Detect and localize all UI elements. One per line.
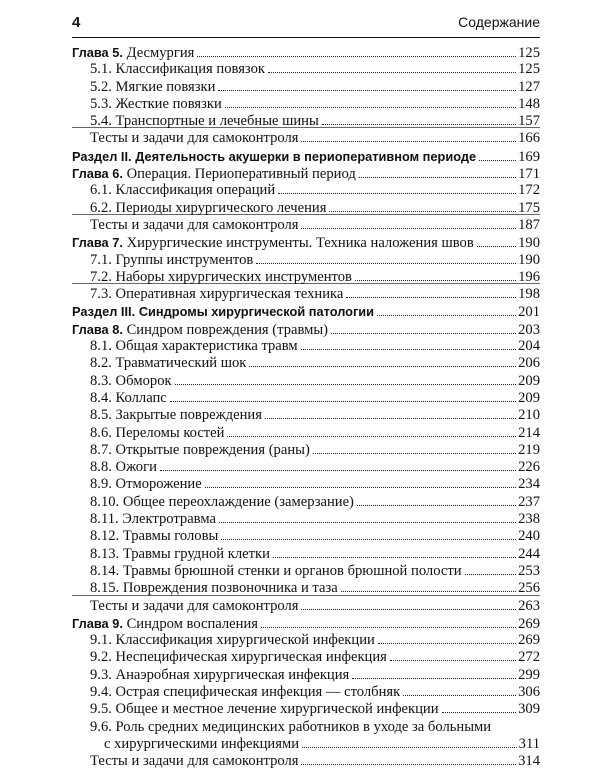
- toc-entry-text: 9.1. Классификация хирургической инфекции: [90, 632, 375, 649]
- toc-section-entry[interactable]: [72, 719, 540, 736]
- toc-entry-title: [90, 200, 326, 217]
- leader-dots: [301, 228, 516, 229]
- toc-entry-title: [90, 113, 319, 130]
- toc-chapter-entry[interactable]: [72, 165, 540, 182]
- toc-entry-text: 8.13. Травмы грудной клетки: [90, 545, 270, 562]
- toc-entry-title: [90, 252, 253, 269]
- toc-entry-title: [90, 580, 338, 597]
- page-header: [72, 14, 540, 36]
- leader-dots: [477, 246, 516, 247]
- toc-entry-title: [90, 130, 298, 147]
- leader-dots: [218, 90, 516, 91]
- toc-page-number: 172: [518, 182, 540, 199]
- leader-dots: [278, 193, 516, 194]
- leader-dots: [175, 384, 517, 385]
- toc-page-number: 237: [518, 493, 540, 510]
- toc-entry-title: [90, 355, 246, 372]
- toc-section-entry[interactable]: [72, 390, 540, 407]
- toc-page-number: 196: [518, 268, 540, 285]
- toc-entry-title: [90, 338, 298, 355]
- toc-entry-text: 8.10. Общее переохлаждение (замерзание): [90, 493, 354, 510]
- toc-entry-title: [72, 148, 476, 166]
- toc-page-number: 201: [518, 304, 540, 321]
- toc-page-number: 127: [518, 78, 540, 95]
- leader-dots: [359, 177, 516, 178]
- leader-dots: [301, 764, 516, 765]
- toc-entry-title: [72, 321, 328, 339]
- page-number: 4: [72, 14, 81, 31]
- leader-dots: [329, 211, 516, 212]
- toc-entry-title: [90, 425, 224, 442]
- toc-section-entry[interactable]: [72, 753, 540, 770]
- toc-entry-text: 8.9. Отморожение: [90, 476, 202, 493]
- leader-dots: [442, 712, 517, 713]
- toc-entry-title: [90, 684, 400, 701]
- leader-dots: [197, 56, 516, 57]
- leader-dots: [479, 160, 516, 161]
- toc-entry-text: 5.2. Мягкие повязки: [90, 78, 216, 95]
- toc-section-entry[interactable]: [72, 130, 540, 147]
- toc-chapter-label: Глава 6.: [72, 166, 123, 182]
- leader-dots: [465, 574, 517, 575]
- toc-section-entry[interactable]: [72, 649, 540, 666]
- toc-entry-text: 7.2. Наборы хирургических инструментов: [90, 268, 352, 285]
- toc-page-number: 269: [518, 615, 540, 632]
- toc-entry-title: [90, 286, 343, 303]
- toc-chapter-entry[interactable]: [72, 148, 540, 165]
- toc-entry-title: [90, 61, 265, 78]
- toc-entry-title: [90, 511, 216, 528]
- toc-entry-text: 8.11. Электротравма: [90, 511, 216, 528]
- toc-page-number: 209: [518, 389, 540, 406]
- leader-dots: [225, 107, 516, 108]
- toc-entry-text: 8.15. Повреждения позвоночника и таза: [90, 580, 338, 597]
- leader-dots: [313, 453, 516, 454]
- toc-entry-title: [72, 44, 194, 62]
- toc-entry-text: 8.8. Ожоги: [90, 459, 157, 476]
- toc-page-number: 169: [518, 148, 540, 165]
- leader-dots: [273, 557, 516, 558]
- toc-entry-text: 5.1. Классификация повязок: [90, 61, 265, 78]
- leader-dots: [341, 591, 516, 592]
- toc-entry-text: с хирургическими инфекциями: [104, 735, 299, 752]
- leader-dots: [352, 678, 516, 679]
- toc-section-entry[interactable]: [72, 338, 540, 355]
- toc-entry-title: [72, 615, 258, 633]
- toc-entry-title: [90, 407, 262, 424]
- toc-entry-text: 8.14. Травмы брюшной стенки и органов брюшной полости: [90, 562, 462, 579]
- toc-entry-text: 7.1. Группы инструментов: [90, 251, 254, 268]
- leader-dots: [301, 141, 516, 142]
- toc-section-entry[interactable]: [72, 252, 540, 269]
- toc-entry-text: 9.6. Роль средних медицинских работников в уходе за больными: [90, 718, 492, 735]
- toc-chapter-label: Глава 8.: [72, 321, 123, 337]
- leader-dots: [357, 505, 516, 506]
- toc-chapter-entry[interactable]: [72, 44, 540, 61]
- toc-page-number: 198: [518, 286, 540, 303]
- toc-page-number: 125: [518, 61, 540, 78]
- leader-dots: [301, 609, 516, 610]
- toc-page-number: 210: [518, 407, 540, 424]
- toc-entry-title: [90, 719, 491, 736]
- toc-page-number: 269: [518, 632, 540, 649]
- toc-entry-text: Тесты и задачи для самоконтроля: [90, 597, 299, 614]
- toc-entry-title: [90, 598, 298, 615]
- toc-entry-text: 8.5. Закрытые повреждения: [90, 407, 262, 424]
- toc-section-entry[interactable]: [72, 546, 540, 563]
- toc-section-entry[interactable]: [72, 598, 540, 615]
- toc-page-number: 166: [518, 130, 540, 147]
- toc-chapter-label: Глава 5.: [72, 45, 123, 60]
- toc-chapter-label: Раздел II.: [72, 148, 132, 164]
- toc-entry-title: [90, 546, 270, 563]
- toc-entry-text: 9.4. Острая специфическая инфекция — столбняк: [90, 683, 401, 700]
- toc-section-entry[interactable]: [72, 425, 540, 442]
- leader-dots: [205, 487, 516, 488]
- toc-section-entry[interactable]: [72, 286, 540, 303]
- leader-dots: [322, 124, 516, 125]
- toc-entry-title: [90, 494, 354, 511]
- toc-entry-text: Тесты и задачи для самоконтроля: [90, 216, 299, 233]
- toc-chapter-label: Глава 9.: [72, 615, 123, 631]
- toc-page-number: 226: [518, 459, 540, 476]
- leader-dots: [331, 333, 516, 334]
- toc-page-number: 209: [518, 372, 540, 389]
- toc-page-number: 240: [518, 528, 540, 545]
- toc-entry-title: [72, 165, 356, 183]
- toc-section-entry[interactable]: [72, 701, 540, 718]
- toc-page-number: 253: [518, 562, 540, 579]
- toc-entry-text: 5.3. Жесткие повязки: [90, 95, 222, 112]
- toc-entry-title: [90, 217, 298, 234]
- toc-entry-title: [90, 269, 352, 286]
- toc-entry-text: 8.12. Травмы головы: [90, 528, 219, 545]
- leader-dots: [377, 315, 516, 316]
- leader-dots: [390, 660, 516, 661]
- toc-page-number: 190: [518, 235, 540, 252]
- toc-section-entry[interactable]: [72, 79, 540, 96]
- toc-section-entry[interactable]: [72, 459, 540, 476]
- toc-entry-title: [90, 459, 157, 476]
- toc-section-entry[interactable]: [72, 373, 540, 390]
- toc-entry-title: [90, 182, 275, 199]
- toc-entry-title: [104, 736, 299, 753]
- toc-section-entry[interactable]: [72, 476, 540, 493]
- leader-dots: [355, 280, 516, 281]
- toc-entry-text: 6.1. Классификация операций: [90, 182, 276, 199]
- toc-page-number: 203: [518, 321, 540, 338]
- toc-page-number: 299: [518, 666, 540, 683]
- toc-page-number: 175: [518, 199, 540, 216]
- toc-entry-text: 5.4. Транспортные и лечебные шины: [90, 113, 319, 130]
- toc-entry-text: Десмургия: [126, 45, 195, 61]
- toc-entry-text: Операция. Периоперативный период: [126, 166, 356, 183]
- leader-dots: [378, 643, 516, 644]
- toc-entry-title: [90, 528, 218, 545]
- toc-entry-title: [90, 667, 349, 684]
- toc-entry-text: 8.2. Травматический шок: [90, 355, 247, 372]
- leader-dots: [219, 522, 516, 523]
- toc-page-number: 314: [518, 753, 540, 770]
- toc-entry-text: Синдромы хирургической патологии: [138, 304, 375, 320]
- toc-chapter-entry[interactable]: [72, 303, 540, 320]
- leader-dots: [249, 366, 516, 367]
- toc-page-number: 256: [518, 580, 540, 597]
- leader-dots: [227, 436, 516, 437]
- leader-dots: [256, 263, 516, 264]
- toc-entry-text: Тесты и задачи для самоконтроля: [90, 130, 299, 147]
- toc-entry-title: [90, 632, 375, 649]
- toc-section-entry[interactable]: [72, 182, 540, 199]
- toc-page-number: 309: [518, 701, 540, 718]
- leader-dots: [302, 747, 517, 748]
- toc-entry-title: [90, 649, 387, 666]
- toc-section-entry[interactable]: [72, 61, 540, 78]
- toc-chapter-label: Раздел III.: [72, 304, 136, 320]
- toc-entry-text: 7.3. Оперативная хирургическая техника: [90, 286, 344, 303]
- toc-entry-text: Тесты и задачи для самоконтроля: [90, 753, 299, 770]
- toc-entry-text: Синдром повреждения (травмы): [126, 321, 329, 338]
- toc-page-number: 263: [518, 597, 540, 614]
- header-rule: [72, 37, 540, 38]
- toc-page-number: 171: [518, 166, 540, 183]
- toc-page-number: 190: [518, 251, 540, 268]
- toc-section-entry[interactable]: [72, 407, 540, 424]
- toc-entry-text: 9.2. Неспецифическая хирургическая инфекция: [90, 649, 387, 666]
- toc-chapter-entry[interactable]: [72, 321, 540, 338]
- toc-section-entry[interactable]: [72, 494, 540, 511]
- leader-dots: [261, 627, 516, 628]
- toc-section-entry[interactable]: [72, 667, 540, 684]
- toc-entry-text: 8.1. Общая характеристика травм: [90, 338, 298, 355]
- toc-entry-text: 6.2. Периоды хирургического лечения: [90, 199, 327, 216]
- toc-entry-title: [90, 96, 222, 113]
- toc-entry-text: Хирургические инструменты. Техника наложения швов: [126, 235, 474, 252]
- toc-entry-title: [72, 234, 474, 252]
- toc-page-number: 125: [518, 45, 540, 61]
- toc-page-number: 234: [518, 476, 540, 493]
- toc-entry-title: [90, 753, 298, 770]
- toc-chapter-entry[interactable]: [72, 615, 540, 632]
- toc-section-entry[interactable]: [72, 528, 540, 545]
- toc-entry-title: [90, 79, 215, 96]
- toc-chapter-label: Глава 7.: [72, 235, 123, 251]
- toc-entry-text: 9.3. Анаэробная хирургическая инфекция: [90, 666, 350, 683]
- toc-page-number: 306: [518, 683, 540, 700]
- toc-entry-title: [90, 476, 202, 493]
- toc-entry-text: 8.3. Обморок: [90, 372, 172, 389]
- toc-entry-text: 8.4. Коллапс: [90, 389, 167, 406]
- toc-entry-title: [90, 442, 310, 459]
- toc-entry-title: [90, 390, 167, 407]
- toc-section-entry[interactable]: [72, 355, 540, 372]
- toc-page-number: 238: [518, 511, 540, 528]
- toc-entry-title: [72, 303, 374, 321]
- toc-section-entry[interactable]: [72, 511, 540, 528]
- toc-section-entry[interactable]: [72, 442, 540, 459]
- leader-dots: [301, 349, 516, 350]
- toc-page-number: 214: [518, 424, 540, 441]
- toc-page-number: 187: [518, 216, 540, 233]
- toc-entry-title: [90, 373, 172, 390]
- toc-entry-text: 8.6. Переломы костей: [90, 424, 225, 441]
- toc-section-entry[interactable]: [72, 217, 540, 234]
- toc-page-number: 219: [518, 441, 540, 458]
- toc-entry-title: [90, 701, 439, 718]
- toc-page-number: 272: [518, 649, 540, 666]
- toc-entry-text: 9.5. Общее и местное лечение хирургической инфекции: [90, 701, 439, 718]
- toc-section-entry[interactable]: [72, 684, 540, 701]
- toc-section-entry[interactable]: [72, 96, 540, 113]
- leader-dots: [346, 297, 516, 298]
- toc-page-number: 204: [518, 338, 540, 355]
- leader-dots: [221, 539, 516, 540]
- leader-dots: [160, 470, 516, 471]
- toc-section-entry[interactable]: [72, 563, 540, 580]
- running-title: Содержание: [458, 14, 540, 30]
- toc-chapter-entry[interactable]: [72, 234, 540, 251]
- toc-page-number: 157: [518, 113, 540, 130]
- toc-entry-title: [90, 563, 462, 580]
- leader-dots: [403, 695, 516, 696]
- toc-entry-text: Деятельность акушерки в периоперативном периоде: [135, 148, 477, 164]
- toc-page-number: 206: [518, 355, 540, 372]
- leader-dots: [170, 401, 516, 402]
- toc-entry-text: 8.7. Открытые повреждения (раны): [90, 441, 310, 458]
- toc-section-entry[interactable]: [72, 632, 540, 649]
- toc-entry-text: Синдром воспаления: [126, 615, 258, 632]
- leader-dots: [265, 418, 516, 419]
- toc-section-entry[interactable]: [72, 736, 540, 753]
- toc-page-number: 148: [518, 95, 540, 112]
- leader-dots: [268, 72, 516, 73]
- toc-page-number: 244: [518, 545, 540, 562]
- toc-page-number: 311: [518, 735, 540, 752]
- table-of-contents: [72, 44, 540, 770]
